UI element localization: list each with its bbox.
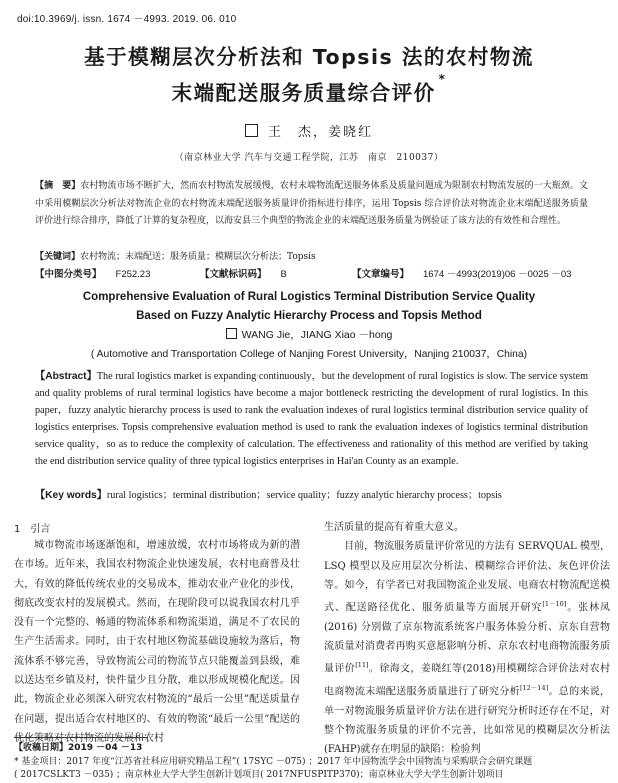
authors-cn bbox=[0, 121, 618, 140]
abstract-en-label: 【Abstract】 bbox=[35, 371, 97, 382]
abstract-cn-label: 【摘 要】 bbox=[35, 181, 81, 191]
fund-note-line2: ( 2017CSLKT3 －035) ；南京林业大学大学生创新计划项目( 2017NFUSPITP370)；南京林业大学大学生创新计划项目 bbox=[14, 770, 504, 780]
keywords-en-label: 【Key words】 bbox=[35, 490, 107, 501]
doc-value: B bbox=[280, 269, 287, 280]
doc-label: 【文献标识码】 bbox=[200, 269, 267, 280]
para2-text-c: 。徐海文，姜晓红等(2018)用模糊综合评价法对农村电商物流末端配送服务质量进行了研究分析 bbox=[324, 663, 610, 698]
title-footnote-star: * bbox=[438, 72, 447, 86]
abstract-en-text: The rural logistics market is expanding continuously，but the development of rural logistics is slow. The service system and quality problems of rural terminal logistics have become a major bottleneck restricting the development of rural logistics. In this paper，fuzzy analytic hierarchy process is used to rank the evaluation indexes of rural logistics terminal distribution service quality of logistics enterprises. Topsis comprehensive evaluation method is used to rank the evaluation indexes of logistics terminal distribution service quality，so as to reduce the complexity of calculation. The effectiveness and rationality of this method are verified by taking the end distribution service quality of three typical logistics enterprises in Hai'an County as an example. bbox=[35, 371, 589, 467]
affiliation-en: ( Automotive and Transportation College of Nanjing Forest University，Nanjing 210037，China) bbox=[90, 349, 528, 360]
intro-paragraph-1-cont: 生活质量的提高有着重大意义。 bbox=[324, 522, 464, 533]
title-cn-line1: 基于模糊层次分析法和 Topsis 法的农村物流 bbox=[84, 45, 534, 69]
citation-ref: [12－14] bbox=[520, 684, 549, 693]
authors-en bbox=[0, 327, 618, 342]
keywords-cn-text: 农村物流；末端配送；服务质量；模糊层次分析法；Topsis bbox=[80, 252, 316, 262]
clc-value: F252.23 bbox=[115, 269, 151, 280]
para2-text-d: 。总的来说，单一对物流服务质量评价方法在进行研究分析时还存在不足，对整个物流服务质量的评价不完善，比如常见的模糊层次分析法(FAHP)就存在明显的缺陷：检验判 bbox=[324, 686, 611, 756]
affiliation-cn: （南京林业大学 汽车与交通工程学院，江苏 南京 210037） bbox=[174, 153, 444, 163]
footnote-divider bbox=[14, 737, 148, 738]
title-cn-line2 bbox=[0, 72, 618, 106]
citation-ref: [11] bbox=[355, 661, 369, 670]
authors-en-text: WANG Jie，JIANG Xiao －hong bbox=[241, 329, 393, 341]
body-column-right bbox=[324, 518, 610, 760]
clc-label: 【中图分类号】 bbox=[35, 269, 102, 280]
keywords-en-text: rural logistics；terminal distribution；service quality；fuzzy analytic hierarchy process；topsis bbox=[106, 490, 502, 501]
fund-note-line1: * 基金项目：2017 年度“江苏省社科应用研究精品工程”( 17SYC －075) ；2017 年中国物流学会中国物流与采购联合会研究课题 bbox=[14, 757, 533, 767]
title-cn-line2-text: 末端配送服务质量综合评价 bbox=[171, 81, 436, 105]
author-box-icon-en bbox=[226, 328, 237, 339]
clc-number bbox=[35, 266, 150, 280]
title-en-line2: Based on Fuzzy Analytic Hierarchy Process and Topsis Method bbox=[136, 310, 482, 322]
keywords-cn-label: 【关键词】 bbox=[35, 252, 81, 262]
abstract-cn bbox=[35, 178, 588, 231]
title-en-line1: Comprehensive Evaluation of Rural Logistics Terminal Distribution Service Quality bbox=[82, 291, 536, 303]
article-label: 【文章编号】 bbox=[352, 269, 410, 280]
body-column-left bbox=[14, 536, 300, 748]
citation-ref: [1－10] bbox=[542, 600, 567, 609]
abstract-cn-text: 农村物流市场不断扩大，然而农村物流发展缓慢，农村末端物流配送服务体系及质量问题成为限制农村物流发展的一大瓶颈。文中采用模糊层次分析法对物流企业的农村物流末端配送服务质量评价指标进行排序，运用 Topsis 综合评价法对物流企业末端配送服务质量评价进行综合排序，降低了计算的复杂程度，以海安县三个典型的物流企业的末端配送服务质量为例验证了该方法的有效性和合理性。 bbox=[35, 181, 588, 226]
keywords-cn bbox=[35, 249, 588, 262]
intro-paragraph-2 bbox=[324, 537, 610, 759]
received-date: 【收稿日期】2019 －04 －13 bbox=[14, 743, 143, 753]
authors-cn-text: 王 杰，姜晓红 bbox=[267, 125, 373, 140]
article-number bbox=[352, 266, 571, 280]
para2-text-b: 。张林凤(2016) 分别做了京东物流系统客户服务体验分析、京东自营物流质量对消费者再购买意愿影响分析、京东农村电商物流服务质量评价 bbox=[324, 602, 611, 675]
doi: doi:10.3969/j. issn. 1674 －4993. 2019. 06. 010 bbox=[17, 14, 237, 25]
para2-text-a: 目前，物流服务质量评价常见的方法有 SERVQUAL 模型，LSQ 模型以及应用层次分析法、模糊综合评价法、灰色评价法等。如今，有学者已对我国物流企业发展、电商农村物流配送模式、配送路径优化、服务质量等方面展开研究 bbox=[324, 541, 610, 614]
article-value: 1674 －4993(2019)06 －0025 －03 bbox=[423, 269, 572, 280]
author-box-icon bbox=[245, 124, 258, 137]
keywords-en bbox=[35, 486, 588, 501]
intro-paragraph-1: 城市物流市场逐渐饱和，增速放缓，农村市场将成为新的潜在市场。近年来，我国农村物流企业快速发展，农村电商普及壮大，有效的降低传统农业的交易成本，推动农业产业化的步伐，彻底改变农村的发展模式。然而，在现阶段可以说我国农村几乎没有一个完整的、畅通的物流体系和物流渠道，满足不了农民的生产生活需求。同时，由于农村地区物流基础设施较为落后，物流体系不够完善，导致物流公司的物流节点只能覆盖到县级，难以送达至乡镇及村，快件量少且分散，难以形成规模化配送。因此，物流企业必须深入研究农村物流的“最后一公里”配送质量存在问题，提出适合农村地区的、有效的物流“最后一公里”配送的优化策略对农村物流的发展和农村 bbox=[14, 540, 300, 744]
abstract-en bbox=[35, 368, 588, 470]
section-heading: 1 引言 bbox=[14, 524, 51, 535]
doc-code bbox=[200, 266, 287, 280]
